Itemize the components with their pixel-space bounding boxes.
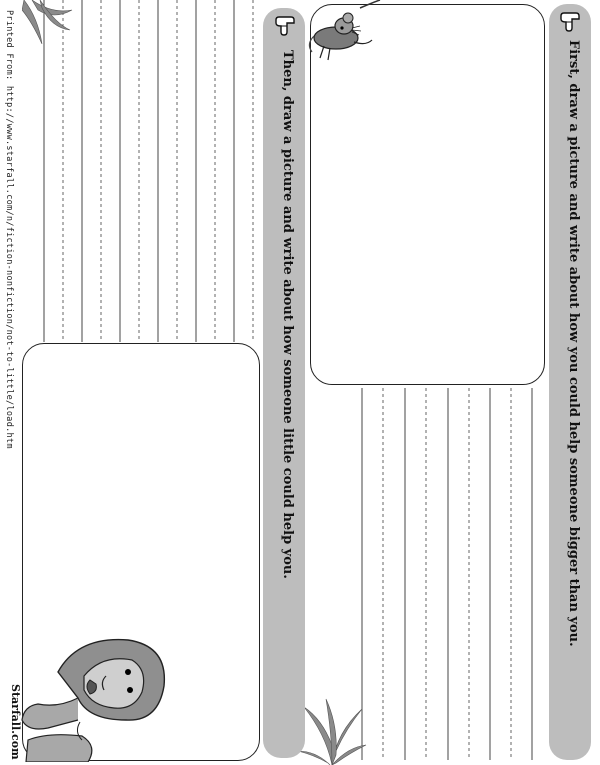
first-prompt-text: First, draw a picture and write about how you could help someone bigger than you.	[566, 40, 581, 647]
printed-from-footer: Printed From: http://www.starfall.com/n/fiction-nonfiction/not-to-little/load.htm	[4, 10, 14, 449]
mouse-illustration	[300, 0, 388, 66]
fern-decoration	[296, 695, 368, 765]
pointing-hand-icon	[558, 12, 580, 32]
lion-illustration	[18, 636, 170, 762]
writing-lines-left	[40, 0, 262, 342]
starfall-logo: Starfall.com	[9, 684, 22, 760]
fern-decoration	[22, 0, 74, 44]
pointing-hand-icon	[273, 16, 295, 36]
second-prompt-text: Then, draw a picture and write about how someone little could help you.	[280, 50, 295, 579]
